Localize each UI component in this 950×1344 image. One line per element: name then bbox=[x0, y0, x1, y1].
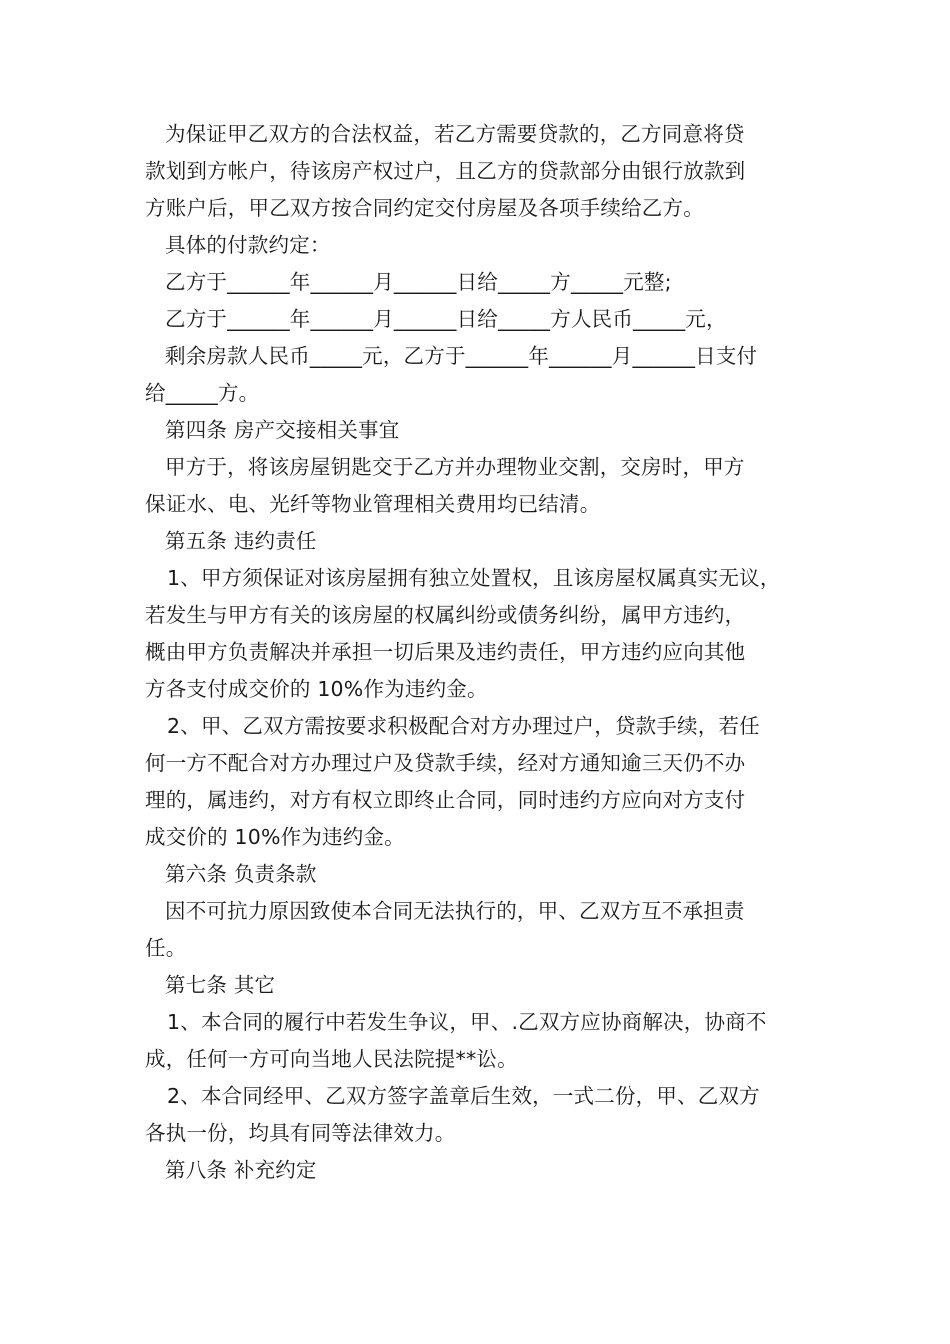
paragraph-line: 1、甲方须保证对该房屋拥有独立处置权，且该房屋权属真实无议， bbox=[167, 566, 781, 590]
paragraph-line: 保证水、电、光纤等物业管理相关费用均已结清。 bbox=[145, 492, 601, 516]
paragraph-line: 各执一份，均具有同等法律效力。 bbox=[145, 1121, 456, 1145]
paragraph-line: 2、本合同经甲、乙双方签字盖章后生效，一式二份，甲、乙双方 bbox=[167, 1084, 760, 1108]
paragraph-line: 方各支付成交价的 10%作为违约金。 bbox=[145, 677, 488, 701]
section-heading: 第四条 房产交接相关事宜 bbox=[165, 418, 400, 442]
paragraph-line: 1、本合同的履行中若发生争议，甲、.乙双方应协商解决，协商不 bbox=[167, 1010, 767, 1034]
paragraph-line: 理的，属违约，对方有权立即终止合同，同时违约方应向对方支付 bbox=[145, 788, 746, 812]
paragraph-line: 任。 bbox=[145, 936, 187, 960]
section-heading: 第六条 负责条款 bbox=[165, 862, 317, 886]
paragraph-line: 为保证甲乙双方的合法权益，若乙方需要贷款的，乙方同意将贷 bbox=[165, 122, 745, 146]
paragraph-line: 成交价的 10%作为违约金。 bbox=[145, 825, 405, 849]
paragraph-line: 具体的付款约定： bbox=[165, 233, 331, 257]
paragraph-line: 甲方于，将该房屋钥匙交于乙方并办理物业交割，交房时，甲方 bbox=[165, 455, 745, 479]
paragraph-line: 2、甲、乙双方需按要求积极配合对方办理过户，贷款手续，若任 bbox=[167, 714, 760, 738]
section-heading: 第七条 其它 bbox=[165, 973, 276, 997]
section-heading: 第五条 违约责任 bbox=[165, 529, 317, 553]
paragraph-line: 成，任何一方可向当地人民法院提**讼。 bbox=[145, 1047, 518, 1071]
section-heading: 第八条 补充约定 bbox=[165, 1158, 317, 1182]
paragraph-line: 因不可抗力原因致使本合同无法执行的，甲、乙双方互不承担责 bbox=[165, 899, 745, 923]
paragraph-line: 剩余房款人民币_____元，乙方于______年______月______日支付 bbox=[165, 344, 758, 368]
paragraph-line: 给_____方。 bbox=[145, 381, 260, 405]
paragraph-line: 何一方不配合对方办理过户及贷款手续，经对方通知逾三天仍不办 bbox=[145, 751, 746, 775]
paragraph-line: 概由甲方负责解决并承担一切后果及违约责任，甲方违约应向其他 bbox=[145, 640, 746, 664]
paragraph-line: 乙方于______年______月______日给_____方_____元整; bbox=[165, 270, 672, 294]
paragraph-line: 乙方于______年______月______日给_____方人民币_____元， bbox=[165, 307, 727, 331]
paragraph-line: 若发生与甲方有关的该房屋的权属纠纷或债务纠纷，属甲方违约， bbox=[145, 603, 746, 627]
paragraph-line: 款划到方帐户，待该房产权过户，且乙方的贷款部分由银行放款到 bbox=[145, 159, 746, 183]
paragraph-line: 方账户后，甲乙双方按合同约定交付房屋及各项手续给乙方。 bbox=[145, 196, 704, 220]
